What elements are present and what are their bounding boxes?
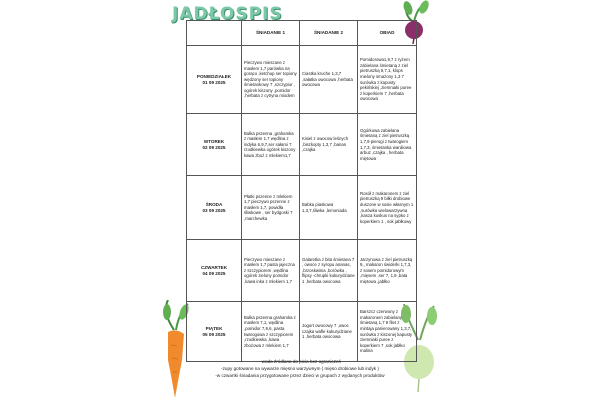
menu-table bbox=[186, 20, 417, 362]
footer-note: -zupy gotowane na wywarze mięsno warzywnym ( mięso drobiowe lub indyk ) bbox=[221, 366, 379, 372]
day-row-tuesday bbox=[187, 114, 417, 176]
day-row-wednesday bbox=[187, 176, 417, 240]
breakfast1-cell: Bułka pszenna grahamka z masłem 7,1, wędlina ,pomidor 7,9,6, pasta twarogowa z szczypiorem ,rzodkiewka ,kawa zbożowa z mlekiem 1,7 bbox=[242, 302, 300, 362]
day-cell bbox=[187, 176, 242, 240]
lunch-cell: Rosół z makaronem z ziel pietruszką 9 biłki drobiowe duszone w sosie własnym 1 ,surówka wielowarzywna ,kasza kuskus na sypko z koperkiem 1 , sok jabłkowy bbox=[358, 176, 417, 240]
day-cell bbox=[187, 46, 242, 114]
day-row-monday bbox=[187, 46, 417, 114]
header-day bbox=[187, 21, 242, 46]
breakfast2-cell: Ciastka kruche 1,3,7 ,sałatka owocowa ,herbata owocowa bbox=[300, 46, 358, 114]
breakfast1-cell: Bułka pszenna ,grahamka z masłem 1,7 wędlina z indyka 6,9,7,ser sałami 7 rzodkiewka ogórek kiszony kawa zboż z mlekiem1,7 bbox=[242, 114, 300, 176]
header-breakfast1: ŚNIADANIE 1 bbox=[242, 21, 300, 46]
footer-notes bbox=[150, 358, 450, 380]
breakfast2-cell: Galaretka z bita śmietana 7 , owoce z syropu ananas, ,brzoskwinia ,borówka , flipsy -chrupki kukurydziane 1 ,herbata owocowa bbox=[300, 240, 358, 302]
breakfast1-cell: Pieczywo mieszane z masłem 1,7 pasta jajeczna z szczypiorem ,wędlina ogórek zielony pomidor ,kawa inka z mlekiem 1,7 bbox=[242, 240, 300, 302]
day-name: WTOREK bbox=[203, 138, 225, 144]
lunch-cell: Jarzynowa z ziel pietruszką 9,, makaron świderki 1,7,3, z sosem pomidorowym ,mięsem ,ser 7, 1,9 ,bata miętowa ,jabłko bbox=[358, 240, 417, 302]
header-breakfast2: ŚNIADANIE 2 bbox=[300, 21, 358, 46]
breakfast2-cell: Babka piaskowa 1,3,7,śliwka ,lemoniada bbox=[300, 176, 358, 240]
lunch-cell: Ogórkowa zabielana śmietaną z ziel pietruszką 1,7,9 pierogi z twarogiem 1,7,3, śmietanka waniliowa arbuz ,czajka , herbata miętowa bbox=[358, 114, 417, 176]
day-name: ŚRODA bbox=[205, 201, 223, 207]
header-row bbox=[187, 21, 417, 46]
header-lunch: OBIAD bbox=[358, 21, 417, 46]
footer-note: -w czwartki śniadania przygotowane przez dzieci w grupach z wydanych produktów bbox=[215, 373, 385, 379]
breakfast1-cell: Płatki pszenne z mlekiem 1,7 pieczywo pszenne z masłem 1,7, powidła śliwkowe , ser bydgoski 7 ,marchewka bbox=[242, 176, 300, 240]
day-date: 02 09 2025 bbox=[202, 144, 226, 150]
day-cell bbox=[187, 240, 242, 302]
lunch-cell: Barszcz czerwony z makaronem zabielany śmietaną 1,7 9 filet z mintaja panierowany 1,3,7, surówka z kiszonej kapusty ziemniaki puree z koperkiem 7 ,sok jabłko malina bbox=[358, 302, 417, 362]
day-row-thursday bbox=[187, 240, 417, 302]
breakfast2-cell: Jogurt owocowy 7 ,owoc czajka wafle kukurydziane 1 ,herbata owocowa bbox=[300, 302, 358, 362]
lunch-cell: Pomidorowa1,9,7 z ryżem zabielana śmietaną z ziel pietruszką 9,7,1, klops mielony smażony 1,3 7 surówka z kapusty pekińskiej ,ziemniaki puree z koperkiem 7 ,herbata owocowa bbox=[358, 46, 417, 114]
day-date: 04 09 2025 bbox=[202, 270, 226, 276]
day-date: 01 09 2025 bbox=[202, 79, 226, 85]
day-name: PONIEDZIAŁEK bbox=[196, 73, 232, 79]
day-date: 03 09 2025 bbox=[202, 207, 226, 213]
day-date: 05 09 2025 bbox=[202, 331, 226, 337]
breakfast1-cell: Pieczywo mieszane z masłem 1,7 parówka na gorąco ,ketchup ser topiony wędzony ser topiony śmietankowy 7 ,szczypior , ogórek kiszony ,pomidor ,herbata z cytryna miodem bbox=[242, 46, 300, 114]
footer-note: - woda źródlana do picia bez ograniczeń bbox=[258, 359, 342, 364]
breakfast2-cell: Kisiel z owocow leśnych ,biszkopty 1,3,7 ,banan ,czajka bbox=[300, 114, 358, 176]
day-cell bbox=[187, 302, 242, 362]
day-name: PIĄTEK bbox=[205, 325, 223, 331]
day-name: CZWARTEK bbox=[200, 264, 228, 270]
menu-title: JADŁOSPIS bbox=[172, 4, 283, 24]
day-row-friday bbox=[187, 302, 417, 362]
day-cell bbox=[187, 114, 242, 176]
